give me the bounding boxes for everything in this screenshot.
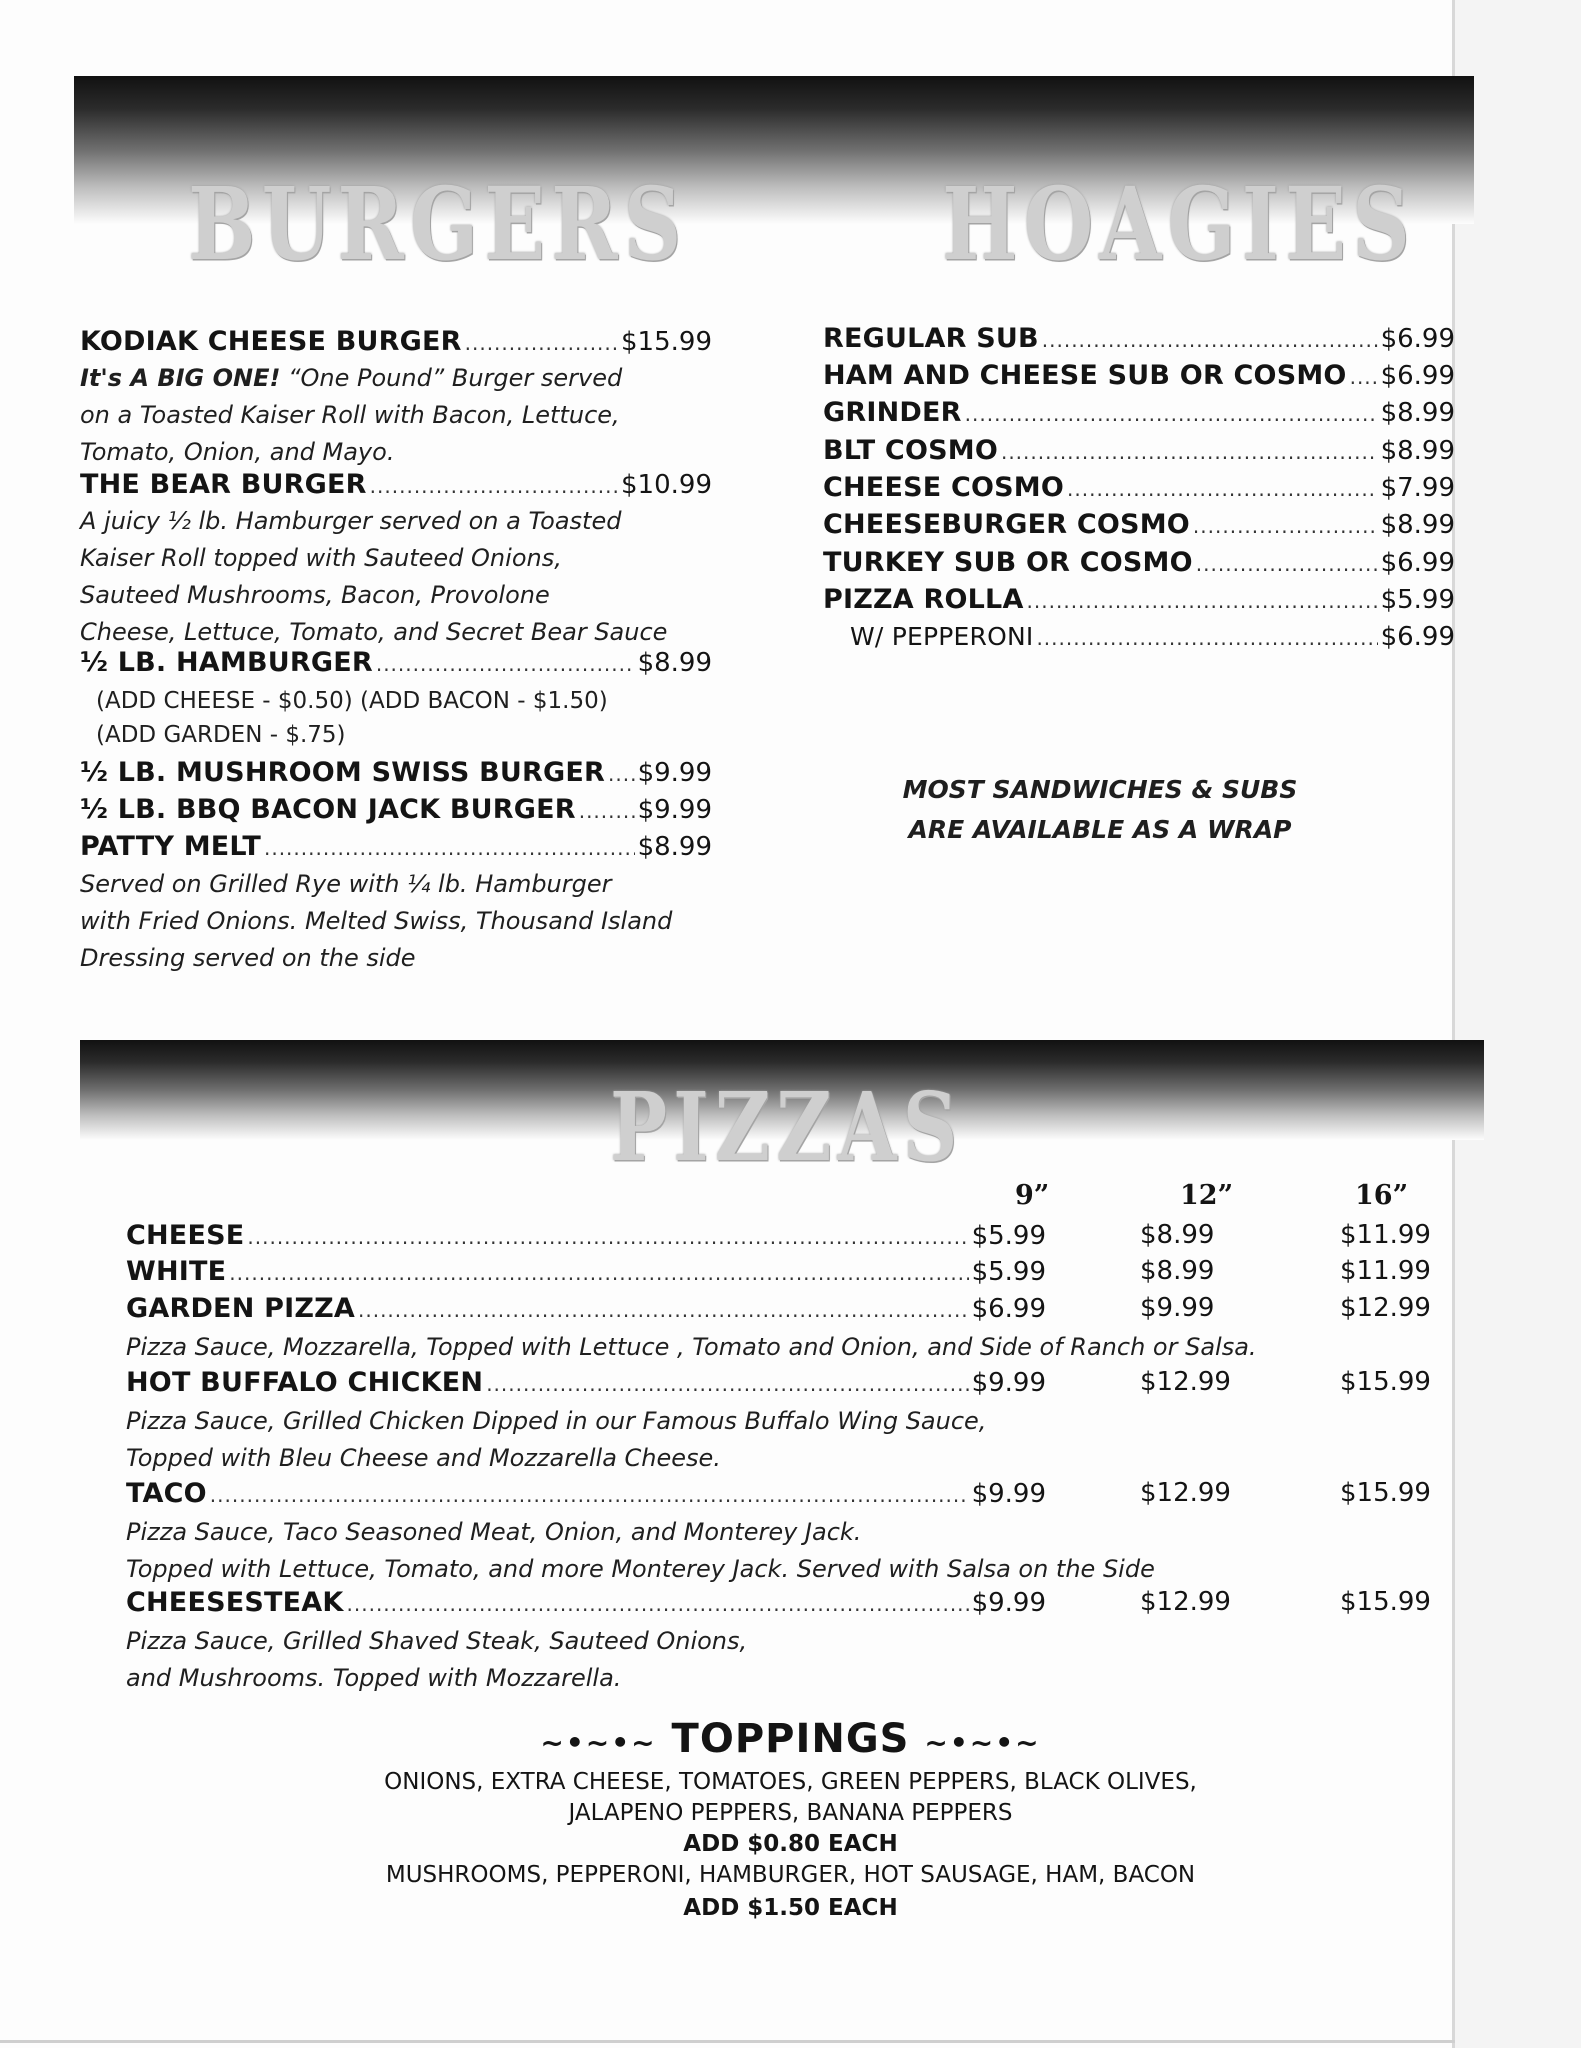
size-header-9: 9” [1015, 1180, 1050, 1211]
menu-item-bbq-bacon-jack [80, 795, 712, 825]
leader-dots [579, 800, 635, 822]
wrap-availability-note [890, 770, 1310, 850]
toppings-heading [0, 1716, 1581, 1762]
item-name: PIZZA ROLLA [823, 584, 1024, 615]
page-bottom-line [0, 2040, 1455, 2043]
item-price: $8.99 [1380, 398, 1455, 428]
item-name: W/ PEPPERONI [850, 622, 1034, 651]
leader-dots [347, 1593, 969, 1615]
item-name: ½ LB. HAMBURGER [80, 647, 373, 678]
desc-text: with Fried Onions. Melted Swiss, Thousand Island [80, 907, 673, 935]
item-description [80, 360, 622, 471]
desc-text: Served on Grilled Rye with ¼ lb. Hamburger [80, 870, 612, 898]
item-price: $6.99 [1380, 622, 1455, 652]
price-9: $9.99 [971, 1368, 1046, 1398]
desc-text: “One Pound” Burger served [280, 364, 623, 392]
pizza-row-white [126, 1257, 1046, 1287]
item-name: BLT COSMO [823, 435, 998, 466]
price-9: $6.99 [971, 1294, 1046, 1324]
desc-text: Dressing served on the side [80, 944, 416, 972]
item-price: $7.99 [1380, 473, 1455, 503]
price-12: $8.99 [1140, 1220, 1215, 1250]
pizza-row-taco [126, 1479, 1046, 1509]
pizza-description [126, 1403, 986, 1477]
item-add-ons [96, 684, 608, 752]
ornament-right: ~•~•~ [924, 1726, 1041, 1759]
item-name: REGULAR SUB [823, 323, 1039, 354]
item-name: PATTY MELT [80, 831, 261, 862]
leader-dots [1350, 366, 1378, 388]
leader-dots [965, 403, 1378, 425]
desc-text: A juicy ½ lb. Hamburger served on a Toasted [80, 507, 622, 535]
price-16: $15.99 [1340, 1478, 1431, 1508]
toppings-list: JALAPENO PEPPERS, BANANA PEPPERS [568, 1800, 1013, 1826]
desc-text: Sauteed Mushrooms, Bacon, Provolone [80, 581, 550, 609]
menu-item-hoagie [823, 473, 1455, 503]
desc-highlight: It's A BIG ONE! [80, 364, 281, 392]
item-name: CHEESEBURGER COSMO [823, 509, 1190, 540]
menu-item-patty-melt [80, 832, 712, 862]
menu-item-hoagie [823, 510, 1455, 540]
desc-text: Pizza Sauce, Mozzarella, Topped with Lettuce , Tomato and Onion, and Side of Ranch or Salsa. [126, 1333, 1257, 1361]
item-name: CHEESESTEAK [126, 1587, 344, 1618]
toppings-list: ONIONS, EXTRA CHEESE, TOMATOES, GREEN PEPPERS, BLACK OLIVES, [384, 1769, 1197, 1795]
leader-dots [1042, 329, 1378, 351]
leader-dots [358, 1299, 969, 1321]
desc-text: Pizza Sauce, Taco Seasoned Meat, Onion, and Monterey Jack. [126, 1518, 862, 1546]
desc-text: on a Toasted Kaiser Roll with Bacon, Lettuce, [80, 401, 620, 429]
price-16: $11.99 [1340, 1256, 1431, 1286]
desc-text: Topped with Bleu Cheese and Mozzarella Cheese. [126, 1444, 721, 1472]
leader-dots [1196, 553, 1378, 575]
price-16: $12.99 [1340, 1293, 1431, 1323]
item-name: CHEESE COSMO [823, 472, 1065, 503]
price-12: $12.99 [1140, 1587, 1231, 1617]
item-name: KODIAK CHEESE BURGER [80, 326, 462, 357]
desc-text: Pizza Sauce, Grilled Shaved Steak, Sauteed Onions, [126, 1627, 748, 1655]
item-price: $8.99 [1380, 436, 1455, 466]
size-header-12: 12” [1180, 1180, 1234, 1211]
menu-item-hoagie [823, 585, 1455, 615]
item-price: $9.99 [637, 758, 712, 788]
item-price: $6.99 [1380, 361, 1455, 391]
price-12: $9.99 [1140, 1293, 1215, 1323]
desc-text: Cheese, Lettuce, Tomato, and Secret Bear Sauce [80, 618, 668, 646]
desc-text: Kaiser Roll topped with Sauteed Onions, [80, 544, 562, 572]
item-description [80, 866, 672, 977]
pizza-row-hot-buffalo-chicken [126, 1368, 1046, 1398]
item-name: CHEESE [126, 1220, 245, 1251]
desc-text: and Mushrooms. Topped with Mozzarella. [126, 1664, 622, 1692]
menu-item-half-lb-hamburger [80, 648, 712, 678]
item-name: HAM AND CHEESE SUB OR COSMO [823, 360, 1347, 391]
ornament-left: ~•~•~ [540, 1726, 657, 1759]
menu-item-hoagie [823, 324, 1455, 354]
leader-dots [1027, 590, 1378, 612]
item-name: TURKEY SUB OR COSMO [823, 547, 1193, 578]
leader-dots [264, 837, 635, 859]
leader-dots [465, 332, 618, 354]
desc-text: Tomato, Onion, and Mayo. [80, 438, 395, 466]
menu-item-hoagie [823, 436, 1455, 466]
leader-dots [229, 1262, 968, 1284]
menu-item-hoagie [823, 548, 1455, 578]
price-16: $15.99 [1340, 1587, 1431, 1617]
item-price: $8.99 [1380, 510, 1455, 540]
leader-dots [370, 475, 618, 497]
price-9: $5.99 [971, 1221, 1046, 1251]
price-9: $5.99 [971, 1257, 1046, 1287]
desc-text: Topped with Lettuce, Tomato, and more Monterey Jack. Served with Salsa on the Side [126, 1555, 1155, 1583]
item-description [80, 503, 667, 651]
add-on-text: (ADD GARDEN - $.75) [96, 722, 346, 748]
item-price: $9.99 [637, 795, 712, 825]
toppings-price: ADD $0.80 EACH [683, 1831, 898, 1857]
menu-item-bear-burger [80, 470, 712, 500]
item-price: $6.99 [1380, 324, 1455, 354]
menu-item-hoagie [823, 398, 1455, 428]
item-name: GRINDER [823, 397, 962, 428]
item-name: GARDEN PIZZA [126, 1293, 355, 1324]
pizza-row-cheese [126, 1221, 1046, 1251]
price-16: $15.99 [1340, 1367, 1431, 1397]
item-name: WHITE [126, 1256, 227, 1287]
leader-dots [1193, 515, 1378, 537]
leader-dots [1067, 478, 1378, 500]
menu-item-hoagie [823, 361, 1455, 391]
pizza-description [126, 1329, 1257, 1366]
leader-dots [1001, 441, 1378, 463]
item-price: $15.99 [621, 327, 712, 357]
item-price: $5.99 [1380, 585, 1455, 615]
item-name: ½ LB. BBQ BACON JACK BURGER [80, 794, 576, 825]
item-name: ½ LB. MUSHROOM SWISS BURGER [80, 757, 606, 788]
add-on-text: (ADD CHEESE - $0.50) (ADD BACON - $1.50) [96, 688, 608, 714]
hoagies-heading: HOAGIES [942, 165, 1416, 283]
item-name: THE BEAR BURGER [80, 469, 367, 500]
leader-dots [486, 1373, 968, 1395]
item-price: $8.99 [637, 832, 712, 862]
item-price: $6.99 [1380, 548, 1455, 578]
leader-dots [1036, 627, 1377, 649]
note-line: ARE AVAILABLE AS A WRAP [908, 815, 1292, 844]
price-9: $9.99 [971, 1588, 1046, 1618]
leader-dots [376, 653, 635, 675]
price-12: $12.99 [1140, 1478, 1231, 1508]
item-name: HOT BUFFALO CHICKEN [126, 1367, 484, 1398]
menu-item-mushroom-swiss [80, 758, 712, 788]
menu-item-kodiak [80, 327, 712, 357]
toppings-list: MUSHROOMS, PEPPERONI, HAMBURGER, HOT SAUSAGE, HAM, BACON [385, 1862, 1196, 1888]
price-12: $12.99 [1140, 1367, 1231, 1397]
item-name: TACO [126, 1478, 207, 1509]
item-price: $8.99 [637, 648, 712, 678]
pizza-description [126, 1623, 747, 1697]
item-price: $10.99 [621, 470, 712, 500]
pizza-description [126, 1514, 1155, 1588]
menu-item-hoagie-variant [850, 623, 1455, 652]
desc-text: Pizza Sauce, Grilled Chicken Dipped in our Famous Buffalo Wing Sauce, [126, 1407, 987, 1435]
pizza-row-cheesesteak [126, 1588, 1046, 1618]
leader-dots [210, 1484, 969, 1506]
toppings-title: TOPPINGS [671, 1716, 910, 1762]
toppings-price: ADD $1.50 EACH [683, 1895, 898, 1921]
pizzas-heading: PIZZAS [610, 1071, 964, 1183]
price-9: $9.99 [971, 1479, 1046, 1509]
size-header-16: 16” [1355, 1180, 1409, 1211]
price-16: $11.99 [1340, 1220, 1431, 1250]
note-line: MOST SANDWICHES & SUBS [902, 775, 1298, 804]
pizza-row-garden [126, 1294, 1046, 1324]
leader-dots [608, 763, 635, 785]
burgers-heading: BURGERS [188, 165, 688, 283]
price-12: $8.99 [1140, 1256, 1215, 1286]
leader-dots [247, 1226, 968, 1248]
